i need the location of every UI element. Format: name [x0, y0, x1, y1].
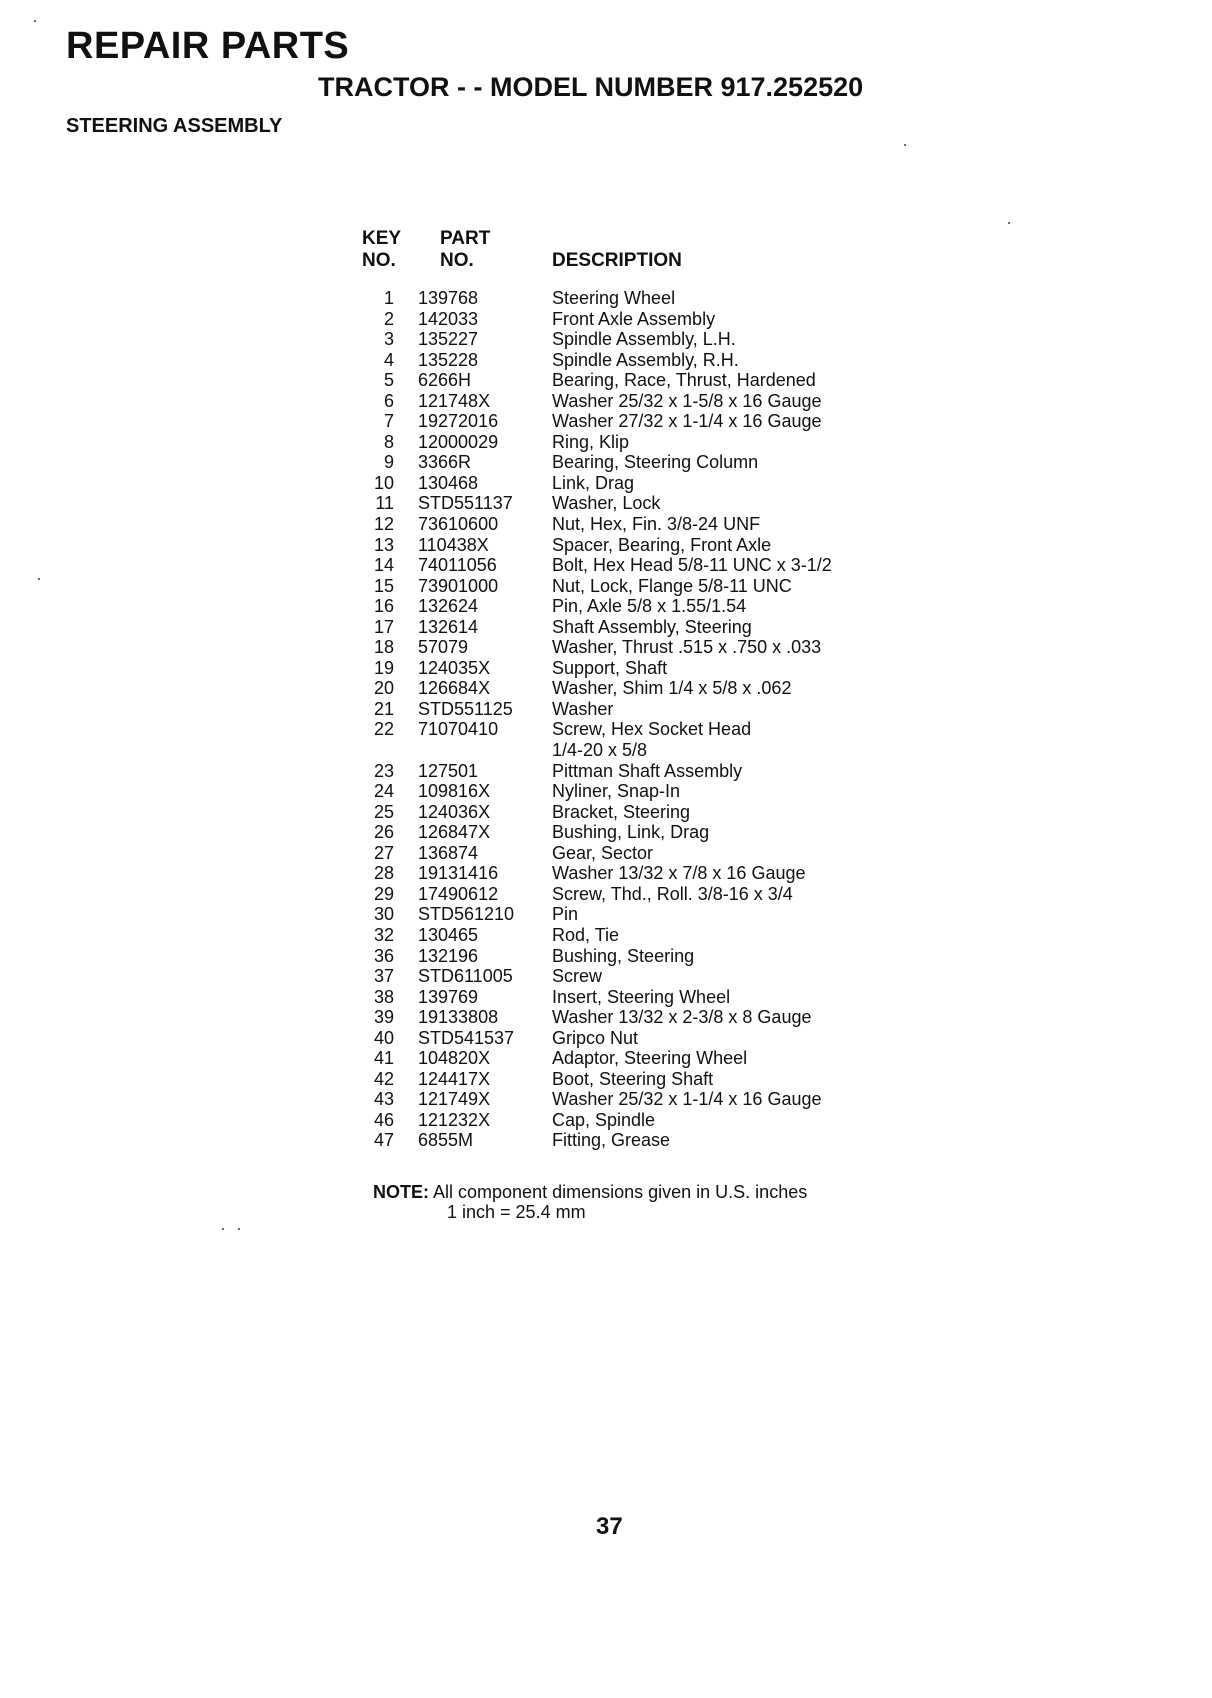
table-row	[360, 452, 880, 473]
part-description: Pin, Axle 5/8 x 1.55/1.54	[552, 596, 747, 617]
part-description: Washer 25/32 x 1-5/8 x 16 Gauge	[552, 390, 822, 411]
part-description: Screw	[552, 966, 603, 987]
part-description: Gripco Nut	[552, 1027, 639, 1048]
key-number: 41	[373, 1048, 394, 1069]
table-row	[360, 1007, 880, 1028]
part-description: Spindle Assembly, R.H.	[552, 349, 739, 370]
part-number: 127501	[418, 760, 479, 781]
key-number: 23	[373, 760, 394, 781]
table-row	[360, 843, 880, 864]
part-number: 6855M	[418, 1130, 474, 1151]
header-part-line2: NO.	[440, 250, 474, 271]
part-number: 126684X	[418, 678, 491, 699]
part-description: Washer 13/32 x 7/8 x 16 Gauge	[552, 863, 806, 884]
note	[373, 1182, 807, 1202]
scan-speck	[34, 20, 36, 22]
part-description: Bolt, Hex Head 5/8-11 UNC x 3-1/2	[552, 555, 832, 576]
part-number: 121232X	[418, 1109, 491, 1130]
part-description: Nyliner, Snap-In	[552, 781, 681, 802]
key-number: 20	[373, 678, 394, 699]
table-row	[360, 699, 880, 720]
part-number: 121749X	[418, 1089, 491, 1110]
part-description: Cap, Spindle	[552, 1109, 656, 1130]
part-description: Screw, Thd., Roll. 3/8-16 x 3/4	[552, 883, 793, 904]
part-number: STD541537	[418, 1027, 515, 1048]
part-number: 124036X	[418, 801, 491, 822]
part-number: 121748X	[418, 390, 491, 411]
part-description: Adaptor, Steering Wheel	[552, 1048, 748, 1069]
table-row	[360, 740, 880, 761]
part-number: 139768	[418, 288, 479, 308]
page-number: 37	[596, 1513, 623, 1540]
table-row	[360, 493, 880, 514]
part-number: 109816X	[418, 781, 491, 802]
key-number: 26	[373, 822, 394, 843]
part-description: Shaft Assembly, Steering	[552, 616, 752, 637]
key-number: 2	[383, 308, 394, 329]
part-description: 1/4-20 x 5/8	[552, 740, 648, 761]
table-row	[360, 473, 880, 494]
scan-speck	[1008, 222, 1010, 224]
key-number: 4	[383, 349, 394, 370]
table-row	[360, 884, 880, 905]
part-number: 124417X	[418, 1068, 491, 1089]
part-number: 136874	[418, 842, 479, 863]
part-number: 142033	[418, 308, 479, 329]
key-number: 25	[373, 801, 394, 822]
part-number: 73610600	[418, 514, 499, 535]
key-number: 42	[373, 1068, 394, 1089]
key-number: 3	[383, 329, 394, 350]
part-description: Boot, Steering Shaft	[552, 1068, 714, 1089]
part-description: Washer 13/32 x 2-3/8 x 8 Gauge	[552, 1007, 812, 1028]
key-number: 17	[373, 616, 394, 637]
table-row	[360, 576, 880, 597]
page-title: REPAIR PARTS	[66, 25, 350, 67]
part-number: 73901000	[418, 575, 499, 596]
key-number: 7	[383, 411, 394, 432]
key-number: 10	[373, 472, 394, 493]
part-number: 135227	[418, 329, 479, 350]
table-row	[360, 1069, 880, 1090]
part-description: Bearing, Steering Column	[552, 452, 759, 473]
key-number: 29	[373, 883, 394, 904]
key-number: 37	[373, 966, 394, 987]
part-number: 17490612	[418, 883, 499, 904]
table-row	[360, 329, 880, 350]
part-description: Steering Wheel	[552, 288, 676, 308]
scan-speck	[238, 1228, 240, 1230]
table-row	[360, 596, 880, 617]
key-number: 39	[373, 1007, 394, 1028]
part-number: 6266H	[418, 370, 472, 391]
part-number: 130468	[418, 472, 479, 493]
table-row	[360, 966, 880, 987]
table-row	[360, 535, 880, 556]
part-description: Washer 27/32 x 1-1/4 x 16 Gauge	[552, 411, 822, 432]
table-row	[360, 925, 880, 946]
part-description: Pittman Shaft Assembly	[552, 760, 743, 781]
part-description: Washer	[552, 698, 614, 719]
part-description: Pin	[552, 904, 579, 925]
note-line1: All component dimensions given in U.S. inches	[433, 1182, 808, 1202]
note-line2: 1 inch = 25.4 mm	[447, 1202, 586, 1222]
part-number: 126847X	[418, 822, 491, 843]
part-number: 3366R	[418, 452, 472, 473]
section-heading: STEERING ASSEMBLY	[66, 115, 283, 137]
key-number: 16	[373, 596, 394, 617]
table-row	[360, 617, 880, 638]
part-number: 124035X	[418, 657, 491, 678]
table-row	[360, 658, 880, 679]
table-row	[360, 432, 880, 453]
key-number: 24	[373, 781, 394, 802]
table-row	[360, 1048, 880, 1069]
key-number: 27	[373, 842, 394, 863]
part-description: Gear, Sector	[552, 842, 654, 863]
key-number: 1	[383, 288, 394, 308]
table-row	[360, 514, 880, 535]
part-number: 57079	[418, 637, 469, 658]
part-number: 132624	[418, 596, 479, 617]
part-description: Nut, Lock, Flange 5/8-11 UNC	[552, 575, 792, 596]
table-row	[360, 822, 880, 843]
part-description: Fitting, Grease	[552, 1130, 671, 1151]
part-number: 104820X	[418, 1048, 491, 1069]
part-number: 130465	[418, 924, 479, 945]
table-row	[360, 411, 880, 432]
key-number: 46	[373, 1109, 394, 1130]
part-description: Bushing, Steering	[552, 945, 695, 966]
part-description: Bushing, Link, Drag	[552, 822, 710, 843]
parts-rows	[360, 288, 880, 1151]
part-number: 132196	[418, 945, 479, 966]
part-number: 74011056	[418, 555, 497, 576]
key-number: 9	[383, 452, 394, 473]
key-number: 43	[373, 1089, 394, 1110]
part-description: Support, Shaft	[552, 657, 668, 678]
part-number: STD561210	[418, 904, 515, 925]
table-row	[360, 1130, 880, 1151]
table-row	[360, 370, 880, 391]
key-number: 47	[373, 1130, 394, 1151]
table-row	[360, 309, 880, 330]
table-row	[360, 288, 880, 309]
key-number: 12	[373, 514, 394, 535]
key-number: 28	[373, 863, 394, 884]
part-description: Rod, Tie	[552, 924, 620, 945]
key-number: 40	[373, 1027, 394, 1048]
key-number: 32	[373, 924, 394, 945]
table-row	[360, 987, 880, 1008]
header-key-line2: NO.	[362, 250, 396, 271]
table-row	[360, 555, 880, 576]
part-description: Insert, Steering Wheel	[552, 986, 731, 1007]
table-row	[360, 1110, 880, 1131]
part-description: Ring, Klip	[552, 431, 630, 452]
part-description: Nut, Hex, Fin. 3/8-24 UNF	[552, 514, 761, 535]
part-description: Front Axle Assembly	[552, 308, 716, 329]
header-key-line1: KEY	[362, 228, 402, 249]
part-description: Link, Drag	[552, 472, 635, 493]
part-number: STD551137	[418, 493, 513, 514]
key-number: 36	[373, 945, 394, 966]
table-row	[360, 678, 880, 699]
part-description: Bracket, Steering	[552, 801, 691, 822]
table-row	[360, 719, 880, 740]
part-number: STD551125	[418, 698, 513, 719]
table-row	[360, 802, 880, 823]
key-number: 6	[383, 390, 394, 411]
part-number: STD611005	[418, 966, 513, 987]
table-row	[360, 350, 880, 371]
part-number: 19133808	[418, 1007, 499, 1028]
table-row	[360, 781, 880, 802]
part-description: Washer, Thrust .515 x .750 x .033	[552, 637, 822, 658]
table-row	[360, 1089, 880, 1110]
note-label: NOTE:	[373, 1182, 429, 1202]
part-description: Washer 25/32 x 1-1/4 x 16 Gauge	[552, 1089, 822, 1110]
key-number: 19	[373, 657, 394, 678]
key-number: 8	[383, 431, 394, 452]
key-number: 15	[373, 575, 394, 596]
part-number: 132614	[418, 616, 479, 637]
part-number: 139769	[418, 986, 479, 1007]
model-number-heading: TRACTOR - - MODEL NUMBER 917.252520	[318, 72, 864, 102]
key-number: 21	[373, 698, 394, 719]
key-number: 5	[383, 370, 394, 391]
table-row	[360, 391, 880, 412]
table-row	[360, 761, 880, 782]
table-row	[360, 904, 880, 925]
key-number: 13	[373, 534, 394, 555]
header-description: DESCRIPTION	[552, 250, 682, 271]
key-number: 11	[375, 493, 394, 514]
scan-speck	[904, 144, 906, 146]
part-number: 110438X	[418, 534, 489, 555]
header-part-line1: PART	[440, 228, 491, 249]
key-number: 14	[373, 555, 394, 576]
key-number: 38	[373, 986, 394, 1007]
table-row	[360, 863, 880, 884]
part-description: Washer, Lock	[552, 493, 661, 514]
table-row	[360, 946, 880, 967]
part-number: 19272016	[418, 411, 499, 432]
table-row	[360, 637, 880, 658]
scan-speck	[38, 578, 40, 580]
key-number: 30	[373, 904, 394, 925]
key-number: 18	[373, 637, 394, 658]
part-number: 19131416	[418, 863, 499, 884]
part-number: 71070410	[418, 719, 499, 740]
part-description: Spindle Assembly, L.H.	[552, 329, 736, 350]
part-description: Screw, Hex Socket Head	[552, 719, 752, 740]
part-number: 135228	[418, 349, 479, 370]
scan-speck	[222, 1228, 224, 1230]
part-description: Washer, Shim 1/4 x 5/8 x .062	[552, 678, 792, 699]
part-description: Bearing, Race, Thrust, Hardened	[552, 370, 816, 391]
key-number: 22	[373, 719, 394, 740]
table-row	[360, 1028, 880, 1049]
part-description: Spacer, Bearing, Front Axle	[552, 534, 772, 555]
part-number: 12000029	[418, 431, 499, 452]
